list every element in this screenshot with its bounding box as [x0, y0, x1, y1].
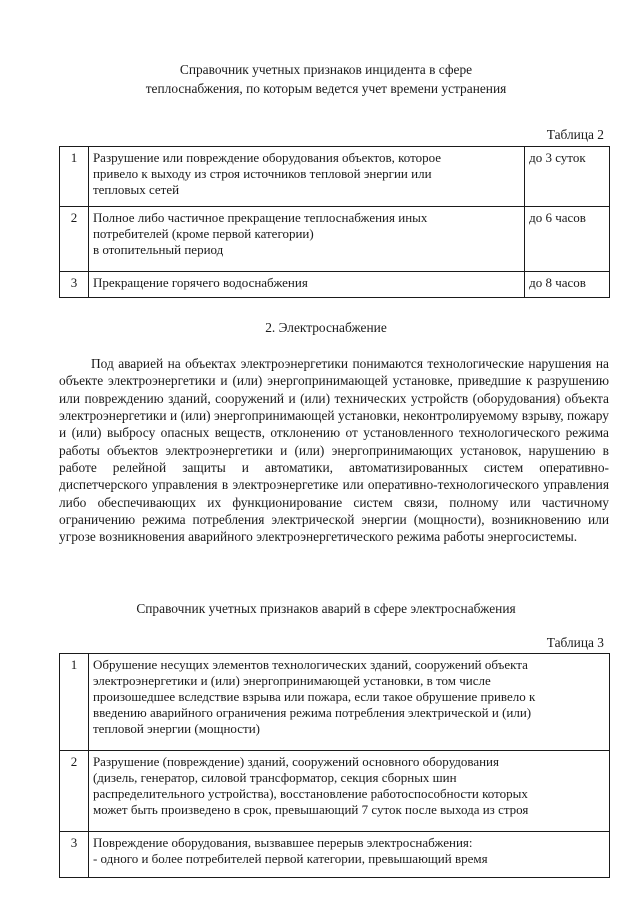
row-description: Прекращение горячего водоснабжения: [88, 272, 524, 298]
power-reference-heading: Справочник учетных признаков аварий в сфере электроснабжения: [136, 601, 516, 616]
row-term: до 6 часов: [525, 207, 610, 272]
row-number: 3: [60, 832, 89, 878]
heat-heading-line-2: теплоснабжения, по которым ведется учет времени устранения: [145, 81, 507, 96]
table-row: [60, 654, 610, 751]
power-section-title: 2. Электроснабжение: [265, 320, 387, 335]
accident-definition-paragraph: Под аварией на объектах электроэнергетики понимаются технологические нарушения на объекте электроэнергетики и (или) энергопринимающей установке, приведшие к разрушению или повреждению зданий, сооружений и (или) технических устройств (оборудования) объекта электроэнергетики и (или) энергопринимающей установки, неконтролируемому взрыву, пожару и (или) выбросу опасных веществ, отклонению от установленного технологического режима работы объектов электроэнергетики и (или) энергопринимающих установок, нарушению в работе релейной защиты и автоматики, автоматизированных систем оперативно-диспетчерского управления в электроэнергетике или оперативно-технологического управления либо обеспечивающих их функционирование систем связи, полному или частичному ограничению режима потребления электрической энергии (мощности), возникновению или угрозе возникновения аварийного электроэнергетического режима работы энергосистемы.: [59, 356, 609, 545]
power-accident-table: [59, 653, 610, 878]
row-number: 2: [60, 751, 89, 832]
table-2-caption: Таблица 2: [546, 127, 604, 142]
row-number: 1: [60, 654, 89, 751]
row-term: до 8 часов: [525, 272, 610, 298]
row-description: Повреждение оборудования, вызвавшее перерыв электроснабжения: - одного и более потребителей первой категории, превышающий время: [88, 832, 609, 878]
heat-reference-heading: [40, 60, 612, 98]
table-row: [60, 207, 610, 272]
row-number: 3: [60, 272, 89, 298]
row-number: 1: [60, 147, 89, 207]
table-row: [60, 272, 610, 298]
heat-heading-line-1: Справочник учетных признаков инцидента в сфере: [179, 62, 473, 77]
row-description: Полное либо частичное прекращение теплоснабжения иных потребителей (кроме первой категории) в отопительный период: [88, 207, 524, 272]
table-row: [60, 832, 610, 878]
heat-incident-table: [59, 146, 610, 298]
table-row: [60, 147, 610, 207]
table-3-caption: Таблица 3: [546, 635, 604, 650]
row-number: 2: [60, 207, 89, 272]
row-description: Обрушение несущих элементов технологических зданий, сооружений объекта электроэнергетики и (или) энергопринимающей установки, в том числе произошедшее вследствие взрыва или пожара, если такое обрушение привело к введению аварийного ограничения режима потребления электрической и (или) тепловой энергии (мощности): [88, 654, 609, 751]
table-row: [60, 751, 610, 832]
row-description: Разрушение (повреждение) зданий, сооружений основного оборудования (дизель, генератор, силовой трансформатор, секция сборных шин распределительного устройства), восстановление работоспособности которых может быть произведено в срок, превышающий 7 суток после выхода из строя: [88, 751, 609, 832]
row-term: до 3 суток: [525, 147, 610, 207]
row-description: Разрушение или повреждение оборудования объектов, которое привело к выходу из строя источников тепловой энергии или тепловых сетей: [88, 147, 524, 207]
